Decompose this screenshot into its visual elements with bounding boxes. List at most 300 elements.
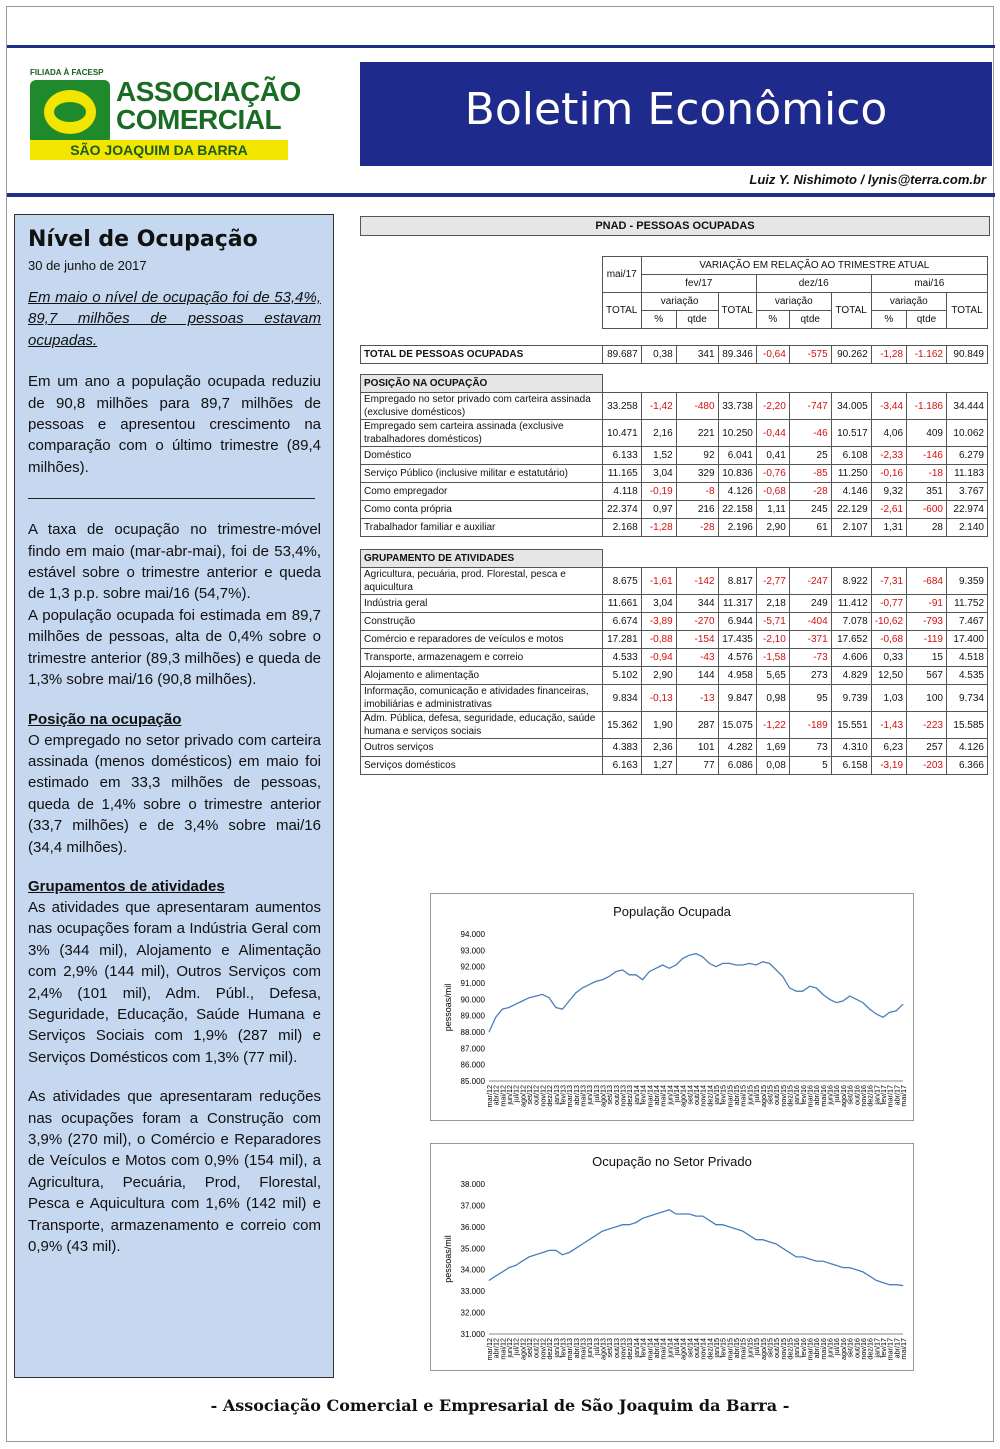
data-point: [682, 1214, 683, 1215]
header-variacao: VARIAÇÃO EM RELAÇÃO AO TRIMESTRE ATUAL: [641, 257, 987, 275]
table-row: [361, 447, 988, 465]
x-tick-label: mai/16: [818, 1338, 828, 1360]
header-variacao-sub: variação: [641, 293, 718, 311]
row-value: 15.075: [718, 712, 756, 739]
data-point: [802, 1256, 803, 1257]
row-value: -1,43: [871, 712, 906, 739]
data-point: [769, 963, 770, 964]
row-value: -85: [789, 465, 831, 483]
row-value: -1,22: [756, 712, 789, 739]
row-value: -223: [907, 712, 947, 739]
y-tick-label: 33.000: [460, 1287, 485, 1297]
row-value: -2,10: [756, 631, 789, 649]
chart-setor-privado: [430, 1143, 914, 1371]
data-point: [756, 965, 757, 966]
row-value: 6.108: [831, 447, 871, 465]
x-tick-label: jun/16: [825, 1338, 835, 1358]
x-tick-label: dez/14: [705, 1338, 715, 1360]
row-value: -13: [676, 685, 718, 712]
row-value: 221: [676, 420, 718, 447]
row-value: 9.847: [718, 685, 756, 712]
x-tick-label: jul/15: [752, 1085, 762, 1103]
x-tick-label: set/13: [605, 1338, 615, 1358]
row-value: -1,58: [756, 649, 789, 667]
row-value: 4,06: [871, 420, 906, 447]
x-tick-label: nov/14: [698, 1338, 708, 1360]
row-value: 3,04: [641, 465, 676, 483]
data-point: [555, 1007, 556, 1008]
row-value: 1,03: [871, 685, 906, 712]
logo-city-bar: SÃO JOAQUIM DA BARRA: [30, 140, 288, 160]
data-point: [762, 961, 763, 962]
x-tick-label: dez/12: [545, 1338, 555, 1360]
data-point: [702, 1216, 703, 1217]
association-logo: [28, 68, 301, 164]
header-period: dez/16: [756, 275, 871, 293]
data-point: [716, 1224, 717, 1225]
x-tick-label: dez/14: [705, 1085, 715, 1107]
data-point: [836, 1002, 837, 1003]
data-point: [502, 1271, 503, 1272]
data-point: [802, 991, 803, 992]
row-value: -2,61: [871, 501, 906, 519]
row-value: -203: [907, 757, 947, 775]
row-value: 15.362: [602, 712, 641, 739]
row-value: 34.444: [946, 393, 987, 420]
data-point: [829, 1263, 830, 1264]
row-value: -3,19: [871, 757, 906, 775]
logo-line1: ASSOCIAÇÃO: [116, 76, 301, 107]
data-point: [769, 1241, 770, 1242]
x-tick-label: jul/16: [832, 1338, 842, 1356]
spacer-row: [361, 537, 988, 550]
x-tick-label: jan/14: [631, 1085, 641, 1105]
row-value: -1.162: [907, 346, 947, 364]
x-tick-label: mar/17: [885, 1085, 895, 1108]
data-point: [689, 1214, 690, 1215]
x-tick-label: nov/14: [698, 1085, 708, 1107]
x-tick-label: nov/13: [618, 1085, 628, 1107]
x-tick-label: ago/12: [518, 1338, 528, 1360]
data-point: [729, 963, 730, 964]
x-tick-label: jun/13: [585, 1338, 595, 1358]
table-row: [361, 501, 988, 519]
x-tick-label: mar/13: [565, 1085, 575, 1108]
y-tick-label: 36.000: [460, 1222, 485, 1232]
row-value: 245: [789, 501, 831, 519]
table-row: [361, 595, 988, 613]
row-value: 4.146: [831, 483, 871, 501]
table-row: [361, 393, 988, 420]
data-point: [609, 976, 610, 977]
section-header: POSIÇÃO NA OCUPAÇÃO: [361, 375, 603, 393]
x-tick-label: jan/17: [872, 1338, 882, 1358]
data-point: [656, 1214, 657, 1215]
row-value: 257: [907, 739, 947, 757]
data-point: [689, 955, 690, 956]
x-tick-label: mar/16: [805, 1085, 815, 1108]
x-tick-label: out/16: [852, 1085, 862, 1105]
x-tick-label: abr/15: [732, 1338, 742, 1359]
article-lead: Em maio o nível de ocupação foi de 53,4%, 89,7 milhões de pessoas estavam ocupadas.: [28, 289, 321, 349]
row-value: 17.281: [602, 631, 641, 649]
header-pct: %: [871, 311, 906, 329]
row-value: 6.674: [602, 613, 641, 631]
x-tick-label: abr/13: [571, 1085, 581, 1106]
x-tick-label: mar/15: [725, 1338, 735, 1361]
row-value: 0,33: [871, 649, 906, 667]
data-point: [495, 1017, 496, 1018]
y-tick-label: 37.000: [460, 1201, 485, 1211]
row-value: -43: [676, 649, 718, 667]
row-value: 3,04: [641, 595, 676, 613]
x-tick-label: set/14: [685, 1085, 695, 1105]
row-value: 4.606: [831, 649, 871, 667]
chart-title: Ocupação no Setor Privado: [592, 1154, 752, 1169]
data-point: [722, 1224, 723, 1225]
row-value: 9.739: [831, 685, 871, 712]
data-point: [869, 1009, 870, 1010]
row-value: 17.435: [718, 631, 756, 649]
x-tick-label: nov/12: [538, 1338, 548, 1360]
data-point: [849, 996, 850, 997]
data-point: [562, 1009, 563, 1010]
data-point: [709, 1220, 710, 1221]
row-value: 5.102: [602, 667, 641, 685]
x-tick-label: mar/12: [485, 1338, 494, 1361]
row-value: 1,69: [756, 739, 789, 757]
row-value: 101: [676, 739, 718, 757]
x-tick-label: abr/17: [892, 1085, 902, 1106]
row-value: -2,33: [871, 447, 906, 465]
x-tick-label: jan/15: [712, 1085, 722, 1105]
x-tick-label: jan/16: [792, 1085, 802, 1105]
x-tick-label: mar/13: [565, 1338, 575, 1361]
data-point: [562, 1254, 563, 1255]
row-label: TOTAL DE PESSOAS OCUPADAS: [361, 346, 603, 364]
x-tick-label: jun/14: [665, 1085, 675, 1105]
row-value: 273: [789, 667, 831, 685]
x-tick-label: ago/15: [758, 1338, 768, 1360]
x-tick-label: jan/17: [872, 1085, 882, 1105]
y-tick-label: 88.000: [460, 1028, 485, 1037]
header-bottom-rule: [7, 193, 995, 197]
paragraph-1: Em um ano a população ocupada reduziu de 90,8 milhões para 89,7 milhões de pessoas e apresentou crescimento na comparação com o último trimestre (89,4 milhões).: [28, 373, 321, 476]
row-value: -684: [907, 568, 947, 595]
row-value: 4.533: [602, 649, 641, 667]
logo-filiada-text: FILIADA À FACESP: [30, 68, 104, 77]
row-value: -73: [789, 649, 831, 667]
x-tick-label: dez/15: [785, 1085, 795, 1107]
y-tick-label: 32.000: [460, 1308, 485, 1318]
data-point: [736, 1229, 737, 1230]
table-title: PNAD - PESSOAS OCUPADAS: [360, 216, 990, 236]
x-tick-label: jan/16: [792, 1338, 802, 1358]
row-value: 249: [789, 595, 831, 613]
series-line: [489, 954, 903, 1032]
x-tick-label: jan/14: [631, 1338, 641, 1358]
row-label: Como empregador: [361, 483, 603, 501]
data-point: [589, 984, 590, 985]
row-value: -0,94: [641, 649, 676, 667]
x-tick-label: dez/16: [865, 1085, 875, 1107]
x-tick-label: set/14: [685, 1338, 695, 1358]
data-point: [629, 1224, 630, 1225]
x-tick-label: ago/16: [838, 1085, 848, 1107]
x-tick-label: nov/13: [618, 1338, 628, 1360]
table-row: [361, 739, 988, 757]
x-tick-label: jun/12: [505, 1085, 515, 1105]
y-tick-label: 94.000: [460, 930, 485, 939]
row-value: 4.958: [718, 667, 756, 685]
x-tick-label: fev/13: [558, 1338, 568, 1358]
row-value: 4.310: [831, 739, 871, 757]
data-point: [749, 1235, 750, 1236]
row-value: 11.317: [718, 595, 756, 613]
data-point: [849, 1267, 850, 1268]
row-value: 4.829: [831, 667, 871, 685]
data-point: [729, 1226, 730, 1227]
header-blank: [361, 257, 603, 329]
x-tick-label: out/14: [692, 1338, 701, 1358]
data-point: [535, 996, 536, 997]
row-value: 6.163: [602, 757, 641, 775]
data-point: [636, 1222, 637, 1223]
heading-posicao: Posição na ocupação: [28, 710, 182, 728]
data-point: [582, 988, 583, 989]
row-value: 8.922: [831, 568, 871, 595]
row-value: 4.126: [718, 483, 756, 501]
x-tick-label: mar/12: [485, 1085, 494, 1108]
x-tick-label: jul/13: [591, 1338, 601, 1356]
row-value: 89.346: [718, 346, 756, 364]
data-point: [722, 963, 723, 964]
data-point: [662, 965, 663, 966]
x-tick-label: abr/15: [732, 1085, 742, 1106]
row-value: 77: [676, 757, 718, 775]
row-value: 4.518: [946, 649, 987, 667]
data-point: [636, 974, 637, 975]
data-point: [629, 974, 630, 975]
data-point: [863, 1271, 864, 1272]
paragraph-2: A taxa de ocupação no trimestre-móvel findo em maio (mar-abr-mai), foi de 53,4%, estável sobre o trimestre anterior e queda de 1,3 p.p. sobre mai/16 (54,7%).: [28, 521, 321, 603]
x-tick-label: fev/13: [558, 1085, 568, 1105]
row-value: 100: [907, 685, 947, 712]
data-point: [622, 970, 623, 971]
table-row: [361, 649, 988, 667]
y-tick-label: 34.000: [460, 1265, 485, 1275]
row-value: -28: [789, 483, 831, 501]
data-point: [489, 1032, 490, 1033]
row-value: 344: [676, 595, 718, 613]
x-tick-label: jul/12: [511, 1085, 521, 1103]
data-point: [776, 1244, 777, 1245]
x-tick-label: mai/16: [818, 1085, 828, 1107]
table-row: [361, 568, 988, 595]
data-point: [602, 1231, 603, 1232]
row-value: -0,88: [641, 631, 676, 649]
x-tick-label: abr/12: [491, 1085, 501, 1106]
right-column: [360, 216, 990, 775]
row-label: Doméstico: [361, 447, 603, 465]
row-value: 17.652: [831, 631, 871, 649]
row-value: 10.836: [718, 465, 756, 483]
y-tick-label: 31.000: [460, 1330, 485, 1339]
data-point: [575, 992, 576, 993]
data-point: [889, 1284, 890, 1285]
data-point: [816, 1261, 817, 1262]
row-value: -5,71: [756, 613, 789, 631]
x-tick-label: jan/13: [551, 1085, 561, 1105]
row-value: 4.282: [718, 739, 756, 757]
y-tick-label: 35.000: [460, 1244, 485, 1254]
data-point: [575, 1248, 576, 1249]
data-point: [863, 1002, 864, 1003]
header-top-rule: [7, 45, 995, 48]
row-value: -480: [676, 393, 718, 420]
data-point: [903, 1004, 904, 1005]
row-value: 567: [907, 667, 947, 685]
x-tick-label: nov/16: [858, 1085, 868, 1107]
row-label: Indústria geral: [361, 595, 603, 613]
x-tick-label: jun/15: [745, 1085, 755, 1105]
x-tick-label: jun/13: [585, 1085, 595, 1105]
table-row: [361, 613, 988, 631]
data-point: [836, 1265, 837, 1266]
row-value: -28: [676, 519, 718, 537]
x-tick-label: mar/16: [805, 1338, 815, 1361]
x-tick-label: abr/17: [892, 1338, 902, 1359]
data-point: [756, 1239, 757, 1240]
row-value: 2.168: [602, 519, 641, 537]
row-value: -8: [676, 483, 718, 501]
row-value: 9.834: [602, 685, 641, 712]
x-tick-label: fev/16: [798, 1085, 808, 1105]
row-label: Trabalhador familiar e auxiliar: [361, 519, 603, 537]
header-period: fev/17: [641, 275, 756, 293]
x-tick-label: dez/13: [625, 1085, 635, 1107]
row-value: -154: [676, 631, 718, 649]
x-tick-label: fev/17: [878, 1085, 888, 1105]
row-label: Agricultura, pecuária, prod. Florestal, pesca e aquicultura: [361, 568, 603, 595]
data-point: [549, 1250, 550, 1251]
row-value: 11.412: [831, 595, 871, 613]
x-tick-label: fev/17: [878, 1338, 888, 1358]
row-label: Transporte, armazenagem e correio: [361, 649, 603, 667]
row-value: 17.400: [946, 631, 987, 649]
data-point: [776, 970, 777, 971]
x-tick-label: abr/14: [651, 1085, 661, 1106]
row-value: -0,68: [756, 483, 789, 501]
row-value: 22.129: [831, 501, 871, 519]
chart-svg: [431, 1144, 915, 1372]
x-tick-label: dez/15: [785, 1338, 795, 1360]
row-value: 0,38: [641, 346, 676, 364]
table-row: [361, 346, 988, 364]
data-point: [495, 1276, 496, 1277]
row-label: Comércio e reparadores de veículos e motos: [361, 631, 603, 649]
x-tick-label: fev/15: [718, 1085, 728, 1105]
y-tick-label: 38.000: [460, 1180, 485, 1189]
row-value: -0,13: [641, 685, 676, 712]
x-tick-label: jun/14: [665, 1338, 675, 1358]
row-value: 329: [676, 465, 718, 483]
row-value: 89.687: [602, 346, 641, 364]
row-value: 0,97: [641, 501, 676, 519]
data-point: [522, 1261, 523, 1262]
row-value: 287: [676, 712, 718, 739]
x-tick-label: out/16: [852, 1338, 862, 1358]
author-line: Luiz Y. Nishimoto / lynis@terra.com.br: [749, 172, 986, 187]
x-tick-label: fev/14: [638, 1085, 648, 1105]
table-row: [361, 420, 988, 447]
section-row: [361, 550, 988, 568]
x-tick-label: set/15: [765, 1338, 775, 1358]
row-value: -0,16: [871, 465, 906, 483]
x-tick-label: dez/13: [625, 1338, 635, 1360]
row-value: 4.383: [602, 739, 641, 757]
data-point: [843, 1001, 844, 1002]
data-point: [809, 986, 810, 987]
table-row: [361, 667, 988, 685]
row-value: 4.126: [946, 739, 987, 757]
data-point: [682, 958, 683, 959]
data-point: [676, 1214, 677, 1215]
y-axis-label: pessoas/mil: [443, 1235, 453, 1283]
x-tick-label: dez/16: [865, 1338, 875, 1360]
row-value: 0,98: [756, 685, 789, 712]
heading-grupamentos: Grupamentos de atividades: [28, 877, 225, 895]
x-tick-label: mar/14: [645, 1085, 655, 1108]
x-tick-label: set/16: [845, 1338, 855, 1358]
x-tick-label: nov/15: [778, 1338, 788, 1360]
row-value: 6.041: [718, 447, 756, 465]
row-value: 9.359: [946, 568, 987, 595]
bulletin-title: Boletim Econômico: [360, 62, 992, 166]
x-tick-label: fev/16: [798, 1338, 808, 1358]
row-value: -91: [907, 595, 947, 613]
y-tick-label: 90.000: [460, 995, 485, 1005]
x-tick-label: set/16: [845, 1085, 855, 1105]
data-point: [896, 1284, 897, 1285]
data-point: [782, 976, 783, 977]
row-label: Adm. Pública, defesa, seguridade, educação, saúde humana e serviços sociais: [361, 712, 603, 739]
section-header: GRUPAMENTO DE ATIVIDADES: [361, 550, 603, 568]
paragraph-4: O empregado no setor privado com carteira assinada (menos domésticos) em maio foi estimado em 33,3 milhões de pessoas, queda de 1,4% sobre o trimestre anterior (33,7 milhões) e de 3,4% sobre mai/16 (34,4 milhões).: [28, 731, 321, 856]
row-value: 8.817: [718, 568, 756, 595]
row-value: 10.517: [831, 420, 871, 447]
row-value: 12,50: [871, 667, 906, 685]
header-total: TOTAL: [718, 293, 756, 329]
x-tick-label: fev/15: [718, 1338, 728, 1358]
table-row: [361, 465, 988, 483]
data-point: [796, 1256, 797, 1257]
x-tick-label: mai/15: [738, 1085, 748, 1107]
paragraph-5: As atividades que apresentaram aumentos nas ocupações foram a Indústria Geral com 3% (344 mil), Alojamento e Alimentação com 2,9% (144 mil), Outros Serviços com 2,4% (101 mil), Adm. Públ., Defesa, Seguridade, Educação, Saúde Humana e Serviços Sociais com 1,9% (287 mil) e Serviços Domésticos com 1,3% (77 mil).: [28, 898, 321, 1066]
row-value: 73: [789, 739, 831, 757]
y-tick-label: 87.000: [460, 1044, 485, 1054]
row-value: 9,32: [871, 483, 906, 501]
x-tick-label: ago/14: [678, 1085, 688, 1107]
header-variacao-sub: variação: [756, 293, 831, 311]
row-value: 4.576: [718, 649, 756, 667]
row-value: 2.107: [831, 519, 871, 537]
row-label: Empregado no setor privado com carteira assinada (exclusive domésticos): [361, 393, 603, 420]
data-point: [876, 1280, 877, 1281]
x-tick-label: jul/13: [591, 1085, 601, 1103]
row-value: 10.062: [946, 420, 987, 447]
pnad-table: [360, 256, 988, 775]
